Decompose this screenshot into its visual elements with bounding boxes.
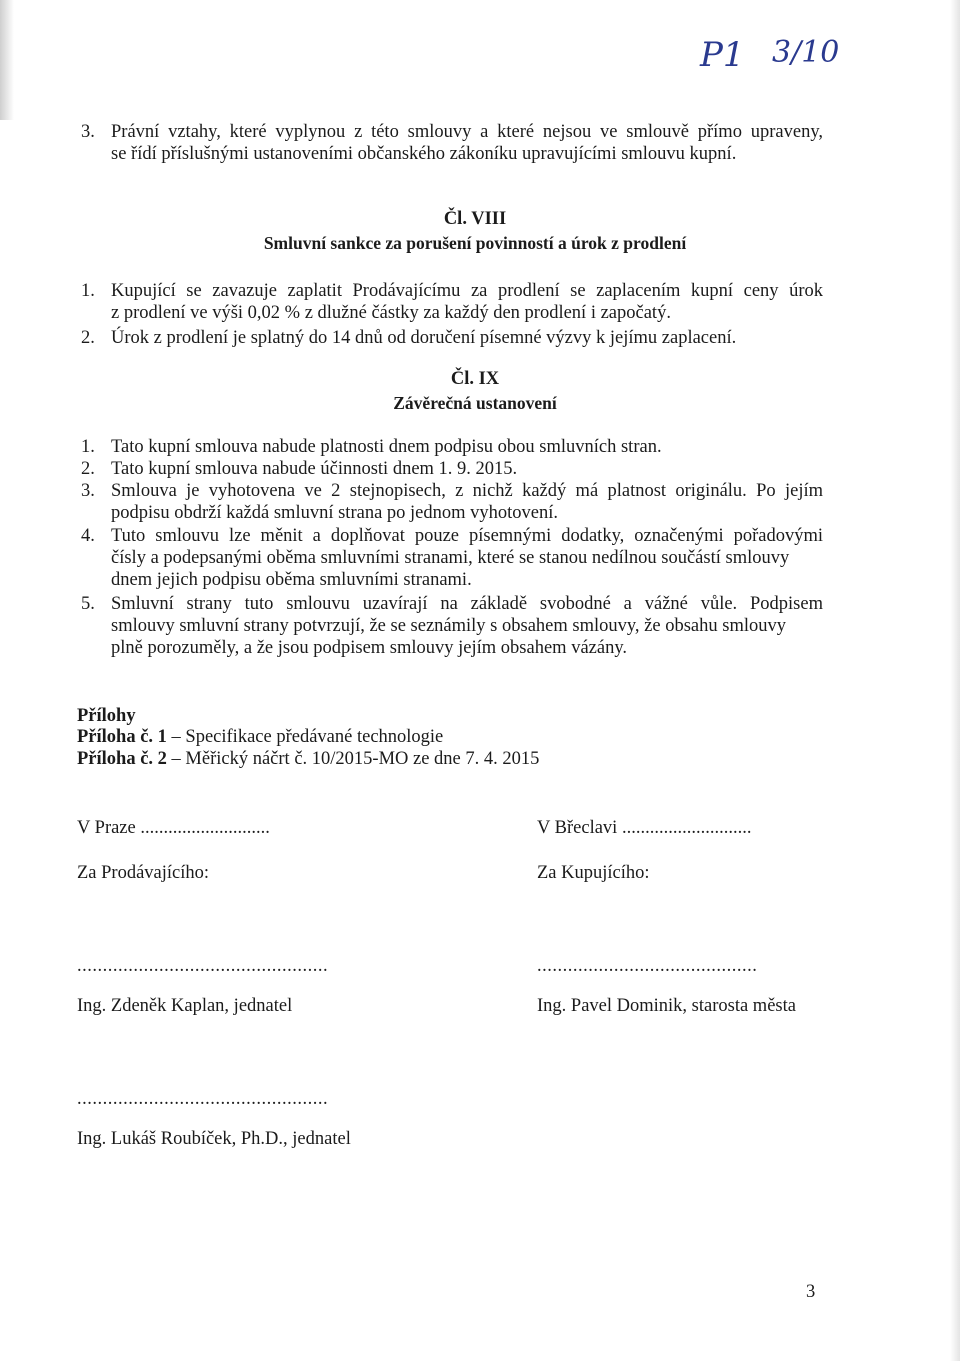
article-9-item-5 <box>81 593 823 615</box>
signer-right: Ing. Pavel Dominik, starosta města <box>537 996 796 1016</box>
attachment-label: Příloha č. 2 <box>77 749 167 769</box>
party-left: Za Prodávajícího: <box>77 863 210 883</box>
attachment-2 <box>77 748 539 770</box>
article-9-item-1 <box>81 436 662 458</box>
item-text-line1: Tato kupní smlouva nabude účinnosti dnem 1. 9. 2015. <box>111 459 518 479</box>
item-text-line1: Smluvní strany tuto smlouvu uzavírají na základě svobodné a vážné vůle. Podpisem <box>111 594 823 614</box>
signature-line-right: ........................................... <box>537 956 758 976</box>
attachments-heading: Přílohy <box>77 706 136 726</box>
intro-item-3-line2: se řídí příslušnými ustanoveními občanského zákoníku upravujícími smlouvu kupní. <box>111 144 737 164</box>
place-left: V Praze ............................ <box>77 818 270 838</box>
item-number: 3. <box>81 122 95 142</box>
scan-edge-right <box>950 0 960 1361</box>
signer-left: Ing. Zdeněk Kaplan, jednatel <box>77 996 293 1016</box>
scan-edge-left <box>0 0 14 120</box>
item-number: 2. <box>81 459 95 479</box>
article-9-item-4-line2: čísly a podepsanými oběma smluvními stranami, které se stanou nedílnou součástí smlouvy <box>111 548 790 568</box>
item-number: 1. <box>81 437 95 457</box>
signature-line-left: ................................................. <box>77 956 329 976</box>
article-9-item-5-line2: smlouvy smluvní strany potvrzují, že se seznámily s obsahem smlouvy, že obsahu smlouvy <box>111 616 786 636</box>
article-9-title: Závěrečná ustanovení <box>393 393 557 413</box>
item-text-line1: Právní vztahy, které vyplynou z této smlouvy a které nejsou ve smlouvě přímo upraveny, <box>111 122 823 142</box>
article-9-item-3-line2: podpisu obdrží každá smluvní strana po jednom vyhotovení. <box>111 503 559 523</box>
attachment-text: – Měřický náčrt č. 10/2015-MO ze dne 7. 4. 2015 <box>166 749 540 769</box>
attachment-1 <box>77 726 443 748</box>
item-number: 4. <box>81 526 95 546</box>
article-9-number: Čl. IX <box>450 369 500 389</box>
article-8-item-1-line2: z prodlení ve výši 0,02 % z dlužné částky za každý den prodlení i započatý. <box>111 303 671 323</box>
item-number: 2. <box>81 328 95 348</box>
handwritten-mark-page: 3/10 <box>772 35 840 70</box>
article-9-item-4-line3: dnem jejich podpisu oběma smluvními stranami. <box>111 570 472 590</box>
item-text-line1: Smlouva je vyhotovena ve 2 stejnopisech, z nichž každý má platnost originálu. Po jejím <box>111 481 823 501</box>
page-number: 3 <box>806 1282 816 1302</box>
signer-third: Ing. Lukáš Roubíček, Ph.D., jednatel <box>77 1129 351 1149</box>
attachment-label: Příloha č. 1 <box>77 727 167 747</box>
place-right: V Břeclavi ............................ <box>537 818 752 838</box>
intro-item-3 <box>81 121 826 143</box>
party-right: Za Kupujícího: <box>537 863 650 883</box>
item-text-line1: Tato kupní smlouva nabude platnosti dnem podpisu obou smluvních stran. <box>111 437 662 457</box>
item-number: 5. <box>81 594 95 614</box>
item-number: 3. <box>81 481 95 501</box>
article-8-title: Smluvní sankce za porušení povinností a úrok z prodlení <box>263 233 687 253</box>
article-8-item-2 <box>81 327 736 349</box>
handwritten-mark-p1: P1 <box>700 35 745 75</box>
article-9-item-3 <box>81 480 823 502</box>
item-text-line1: Kupující se zavazuje zaplatit Prodávajícímu za prodlení se zaplacením kupní ceny úrok <box>111 281 823 301</box>
article-9-item-2 <box>81 458 517 480</box>
article-8-item-1 <box>81 280 823 302</box>
item-text-line1: Úrok z prodlení je splatný do 14 dnů od doručení písemné výzvy k jejímu zaplacení. <box>111 328 737 348</box>
item-number: 1. <box>81 281 95 301</box>
attachment-text: – Specifikace předávané technologie <box>166 727 444 747</box>
article-9-item-5-line3: plně porozuměly, a že jsou podpisem smlouvy jejím obsahem vázány. <box>111 638 627 658</box>
item-text-line1: Tuto smlouvu lze měnit a doplňovat pouze písemnými dodatky, označenými pořadovými <box>111 526 823 546</box>
article-8-number: Čl. VIII <box>443 209 507 229</box>
signature-line-third: ................................................. <box>77 1089 329 1109</box>
article-9-item-4 <box>81 525 823 547</box>
